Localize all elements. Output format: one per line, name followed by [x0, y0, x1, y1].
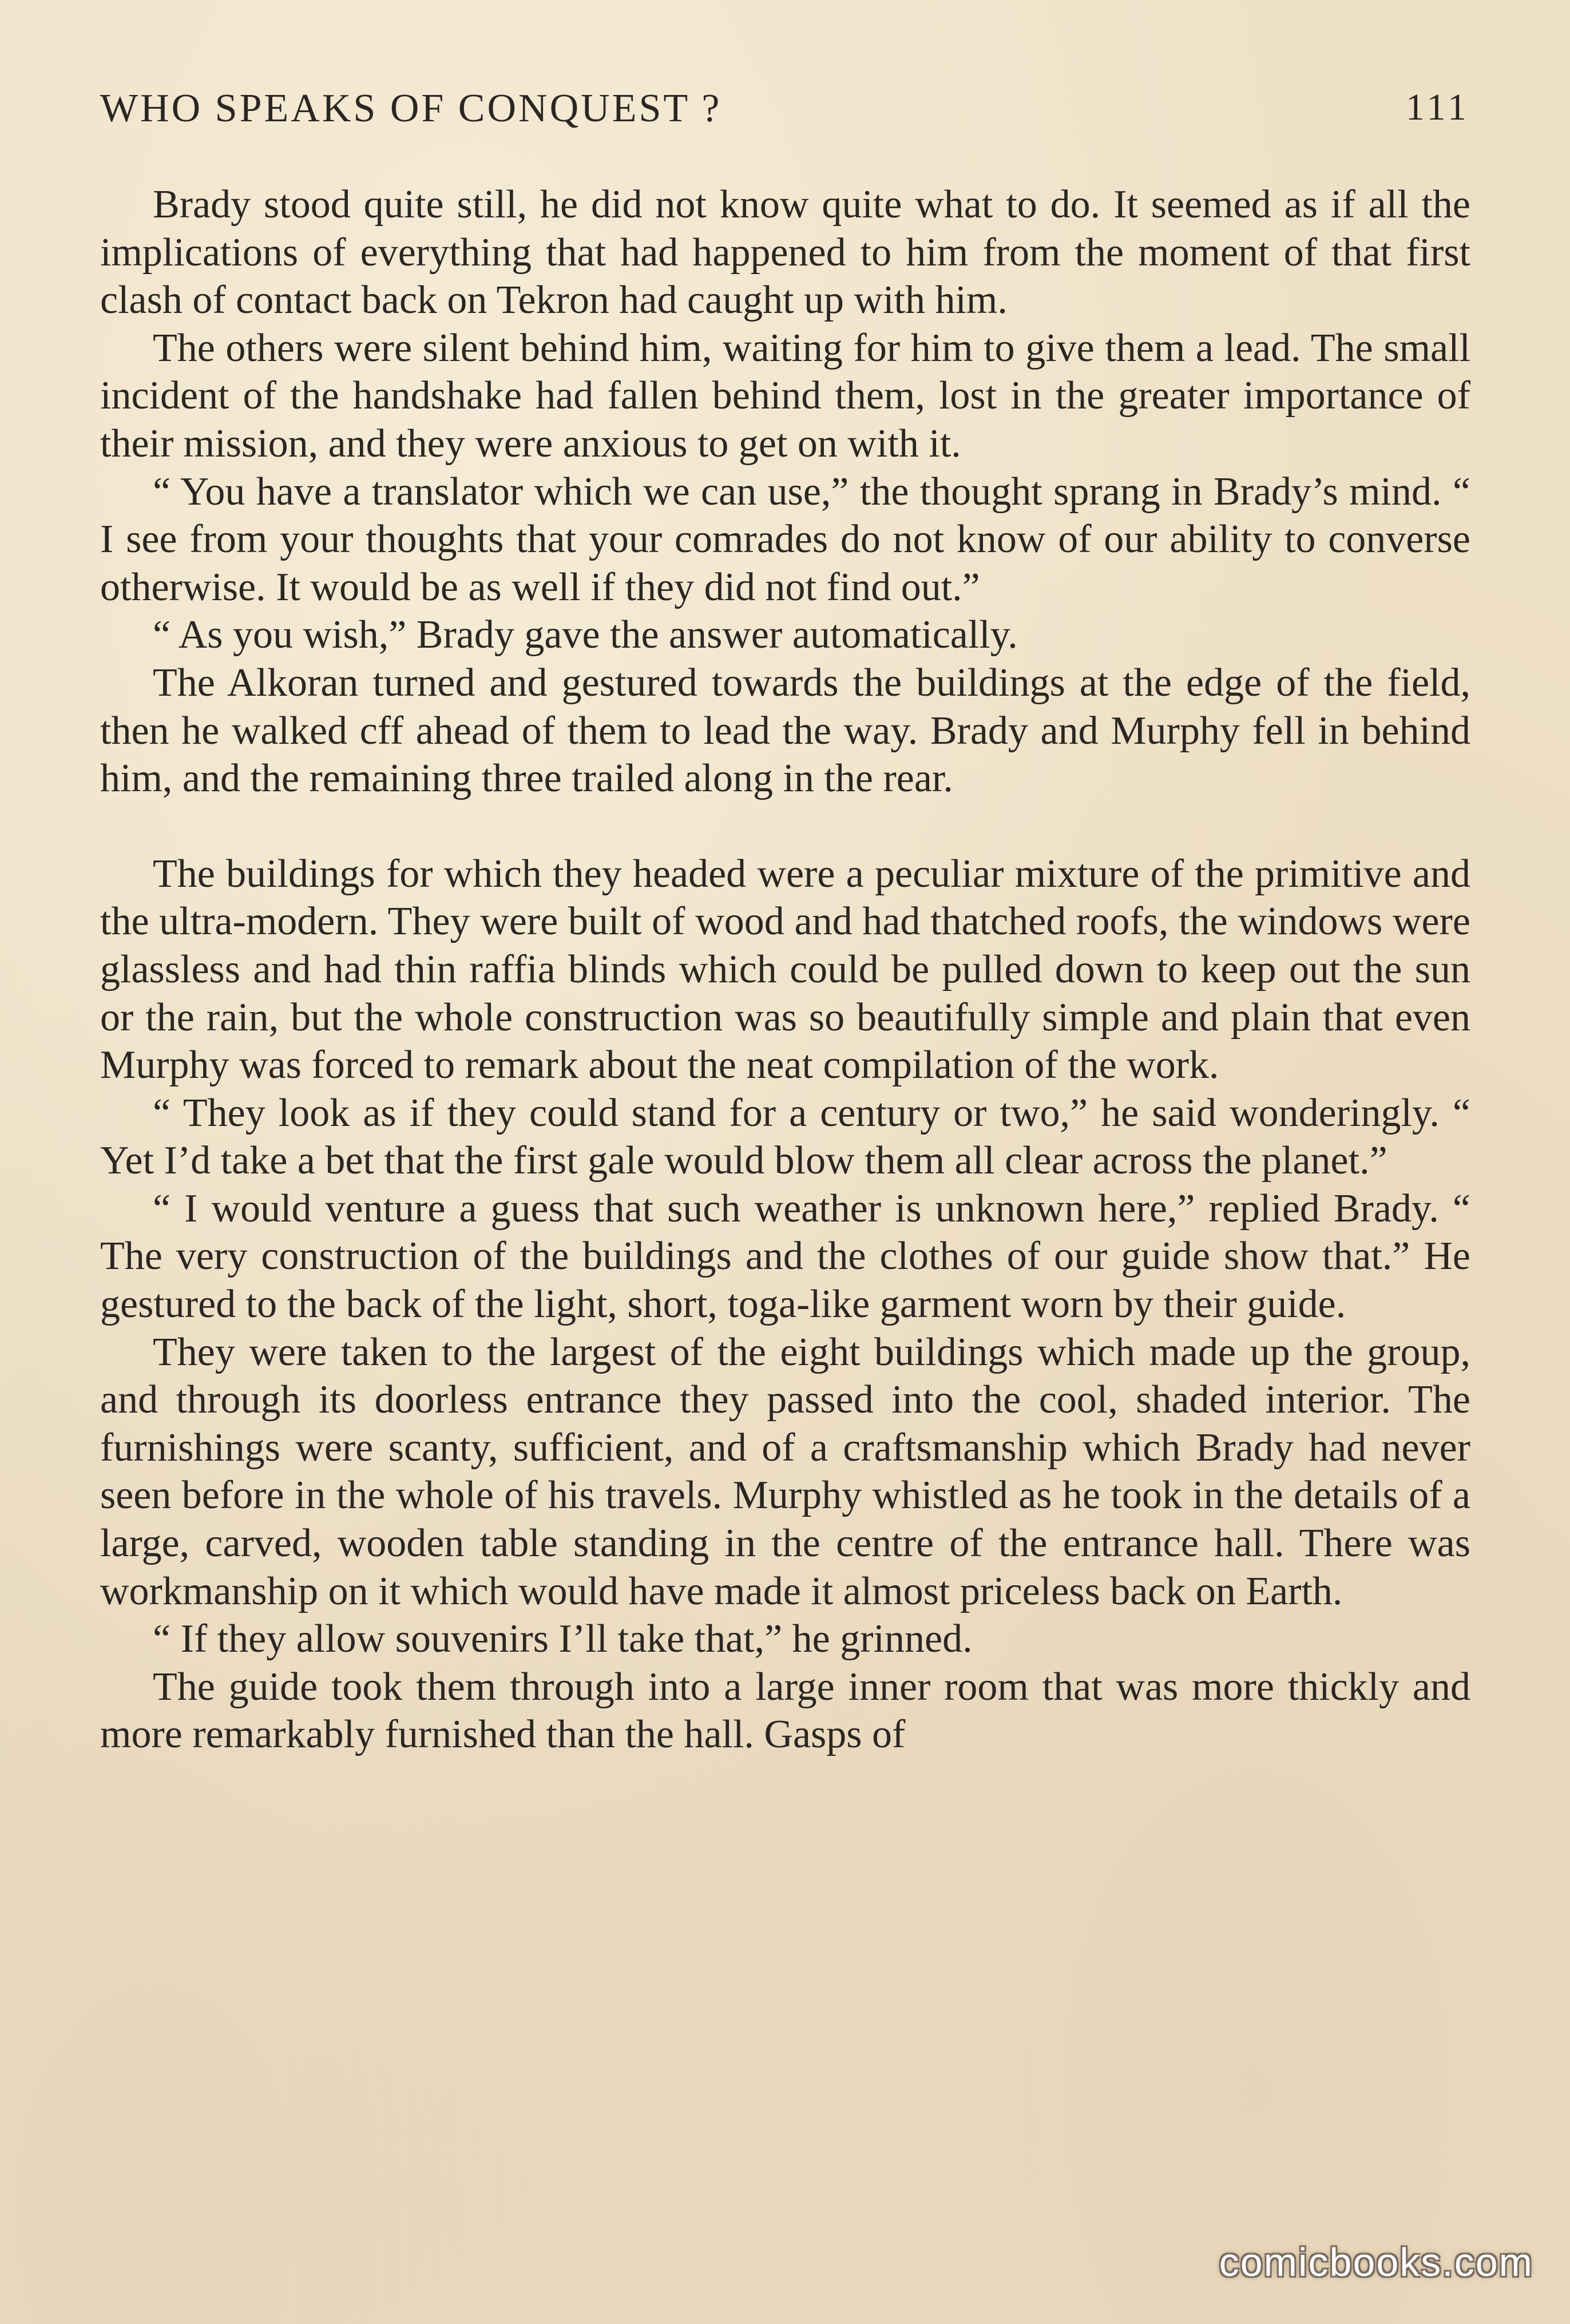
paragraph: The others were silent behind him, waiting for him to give them a lead. The small incident of the handshake had fallen behind them, lost in the greater importance of their mission, and they were anxious to get on with it.: [100, 326, 1470, 466]
watermark: comicbooks.com: [1219, 2240, 1533, 2285]
paragraph: “ As you wish,” Brady gave the answer automatically.: [153, 613, 1018, 657]
paragraph: “ You have a translator which we can use,” the thought sprang in Brady’s mind. “ I see from your thoughts that your comrades do not know of our ability to converse otherwise. It would be as well if they did not find out.”: [100, 469, 1470, 609]
paragraph: The Alkoran turned and gestured towards the buildings at the edge of the field, then he walked cff ahead of them to lead the way. Brady and Murphy fell in behind him, and the remaining three trailed along in the rear.: [100, 660, 1470, 801]
page-number: 111: [1405, 86, 1470, 128]
paragraph: The guide took them through into a large inner room that was more thickly and more remarkably furnished than the hall. Gasps of: [100, 1664, 1470, 1757]
body-text: [100, 181, 1470, 1759]
paragraph: “ I would venture a guess that such weather is unknown here,” replied Brady. “ The very construction of the buildings and the clothes of our guide show that.” He gestured to the back of the light, short, toga-like garment worn by their guide.: [100, 1186, 1470, 1327]
paragraph: “ They look as if they could stand for a century or two,” he said wonderingly. “ Yet I’d take a bet that the first gale would blow them all clear across the planet.”: [100, 1090, 1470, 1183]
page-header: [100, 86, 1470, 143]
paragraph: The buildings for which they headed were a peculiar mixture of the primitive and the ultra-modern. They were built of wood and had thatched roofs, the windows were glassless and had thin raffia blinds which could be pulled down to keep out the sun or the rain, but the whole construction was so beautifully simple and plain that even Murphy was forced to remark about the neat compilation of the work.: [100, 851, 1470, 1088]
paragraph: They were taken to the largest of the eight buildings which made up the group, and through its doorless entrance they passed into the cool, shaded interior. The furnishings were scanty, sufficient, and of a craftsmanship which Brady had never seen before in the whole of his travels. Murphy whistled as he took in the details of a large, carved, wooden table standing in the centre of the entrance hall. There was workmanship on it which would have made it almost priceless back on Earth.: [100, 1330, 1470, 1613]
paragraph: Brady stood quite still, he did not know quite what to do. It seemed as if all the implications of everything that had happened to him from the moment of that first clash of contact back on Tekron had caught up with him.: [100, 183, 1470, 323]
running-title: WHO SPEAKS OF CONQUEST ?: [100, 86, 722, 130]
paragraph: “ If they allow souvenirs I’ll take that,” he grinned.: [153, 1617, 973, 1661]
